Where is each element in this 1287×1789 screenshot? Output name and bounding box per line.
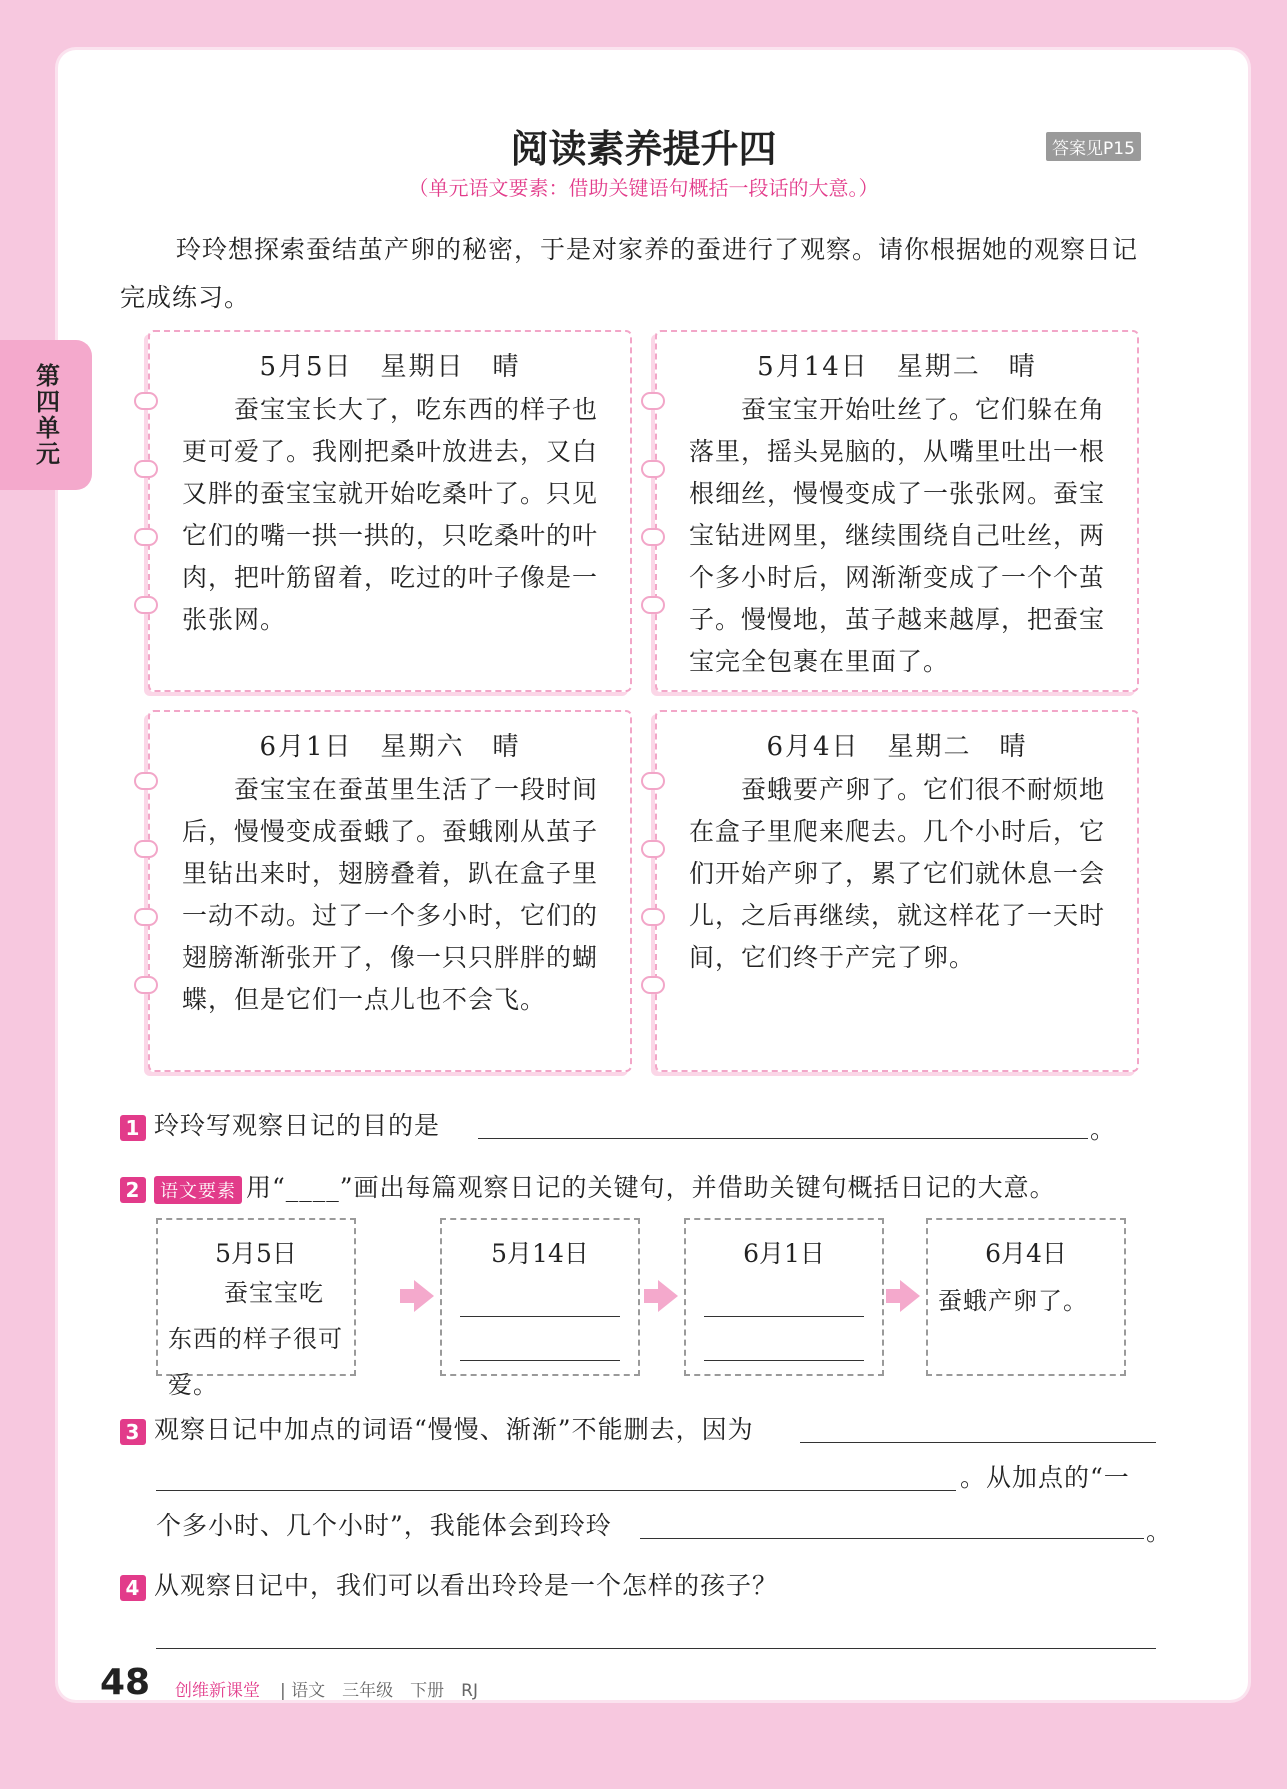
summary-box bbox=[440, 1218, 640, 1376]
diary-card bbox=[655, 330, 1139, 692]
question-text: 观察日记中加点的词语“慢慢、渐渐”不能删去，因为 bbox=[154, 1415, 754, 1444]
question-end: 。 bbox=[1146, 1517, 1173, 1546]
question-4 bbox=[120, 1566, 778, 1602]
answer-line[interactable] bbox=[156, 1648, 1156, 1649]
box-text: 蚕宝宝吃东西的样子很可爱。 bbox=[168, 1279, 343, 1399]
answer-line[interactable] bbox=[640, 1538, 1144, 1539]
box-date: 5月14日 bbox=[491, 1239, 589, 1268]
answer-line[interactable] bbox=[460, 1360, 620, 1361]
diary-body: 蚕蛾要产卵了。它们很不耐烦地在盒子里爬来爬去。几个小时后，它们开始产卵了，累了它们就休息一会儿，之后再继续，就这样花了一天时间，它们终于产完了卵。 bbox=[689, 775, 1106, 972]
answer-line[interactable] bbox=[460, 1316, 620, 1317]
diary-body: 蚕宝宝在蚕茧里生活了一段时间后，慢慢变成蚕蛾了。蚕蛾刚从茧子里钻出来时，翅膀叠着，趴在盒子里一动不动。过了一个多小时，它们的翅膀渐渐张开了，像一只只胖胖的蝴蝶，但是它们一点儿也不会飞。 bbox=[182, 775, 599, 1014]
arrow-icon bbox=[414, 1280, 434, 1312]
brand-name: 创维新课堂 bbox=[175, 1681, 260, 1701]
diary-body: 蚕宝宝长大了，吃东西的样子也更可爱了。我刚把桑叶放进去，又白又胖的蚕宝宝就开始吃桑叶了。只见它们的嘴一拱一拱的，只吃桑叶的叶肉，把叶筋留着，吃过的叶子像是一张张网。 bbox=[182, 395, 599, 634]
answer-line[interactable] bbox=[478, 1138, 1088, 1139]
question-number: 3 bbox=[120, 1419, 146, 1445]
summary-box bbox=[156, 1218, 356, 1399]
question-2 bbox=[120, 1168, 1056, 1204]
binder-rings bbox=[134, 392, 158, 664]
question-text: 。从加点的“一 bbox=[960, 1463, 1130, 1492]
answer-line[interactable] bbox=[156, 1490, 956, 1491]
binder-rings bbox=[134, 772, 158, 1044]
answer-line[interactable] bbox=[800, 1442, 1156, 1443]
question-1 bbox=[120, 1106, 440, 1142]
intro-paragraph: 玲玲想探索蚕结茧产卵的秘密，于是对家养的蚕进行了观察。请你根据她的观察日记完成练习。 bbox=[120, 235, 1139, 312]
summary-box bbox=[684, 1218, 884, 1376]
box-date: 6月1日 bbox=[743, 1239, 825, 1268]
question-number: 1 bbox=[120, 1115, 146, 1141]
diary-heading: 6月4日 星期二 晴 bbox=[766, 732, 1028, 762]
box-date: 6月4日 bbox=[985, 1239, 1067, 1268]
question-3 bbox=[120, 1410, 754, 1446]
diary-heading: 5月5日 星期日 晴 bbox=[259, 352, 521, 382]
question-end: 。 bbox=[1090, 1115, 1117, 1144]
diary-body: 蚕宝宝开始吐丝了。它们躲在角落里，摇头晃脑的，从嘴里吐出一根根细丝，慢慢变成了一张张网。蚕宝宝钻进网里，继续围绕自己吐丝，两个多小时后，网渐渐变成了一个个茧子。慢慢地，茧子越来越厚，把蚕宝宝完全包裹在里面了。 bbox=[689, 395, 1106, 676]
diary-heading: 5月14日 星期二 晴 bbox=[757, 352, 1037, 382]
page-title: 阅读素养提升四 bbox=[510, 127, 777, 171]
answer-line[interactable] bbox=[704, 1316, 864, 1317]
binder-rings bbox=[641, 392, 665, 664]
question-number: 4 bbox=[120, 1575, 146, 1601]
box-text: 蚕蛾产卵了。 bbox=[938, 1287, 1088, 1315]
diary-card bbox=[655, 710, 1139, 1072]
arrow-icon bbox=[900, 1280, 920, 1312]
answer-badge: 答案见P15 bbox=[1046, 132, 1141, 161]
page-subtitle: （单元语文要素：借助关键语句概括一段话的大意。） bbox=[408, 176, 879, 200]
diary-card bbox=[148, 330, 632, 692]
answer-line[interactable] bbox=[704, 1360, 864, 1361]
box-date: 5月5日 bbox=[215, 1239, 297, 1268]
question-text: 用“____”画出每篇观察日记的关键句，并借助关键句概括日记的大意。 bbox=[246, 1173, 1056, 1202]
book-info: | 语文 三年级 下册 RJ bbox=[280, 1681, 478, 1701]
diary-card bbox=[148, 710, 632, 1072]
question-text: 个多小时、几个小时”，我能体会到玲玲 bbox=[156, 1511, 612, 1540]
question-number: 2 bbox=[120, 1177, 146, 1203]
summary-box bbox=[926, 1218, 1126, 1376]
diary-heading: 6月1日 星期六 晴 bbox=[259, 732, 521, 762]
question-text: 从观察日记中，我们可以看出玲玲是一个怎样的孩子？ bbox=[154, 1571, 779, 1600]
literacy-tag: 语文要素 bbox=[154, 1176, 242, 1204]
binder-rings bbox=[641, 772, 665, 1044]
question-text: 玲玲写观察日记的目的是 bbox=[154, 1111, 441, 1140]
unit-side-tab: 第四单元 bbox=[0, 340, 92, 490]
page-number: 48 bbox=[100, 1662, 151, 1703]
arrow-icon bbox=[658, 1280, 678, 1312]
